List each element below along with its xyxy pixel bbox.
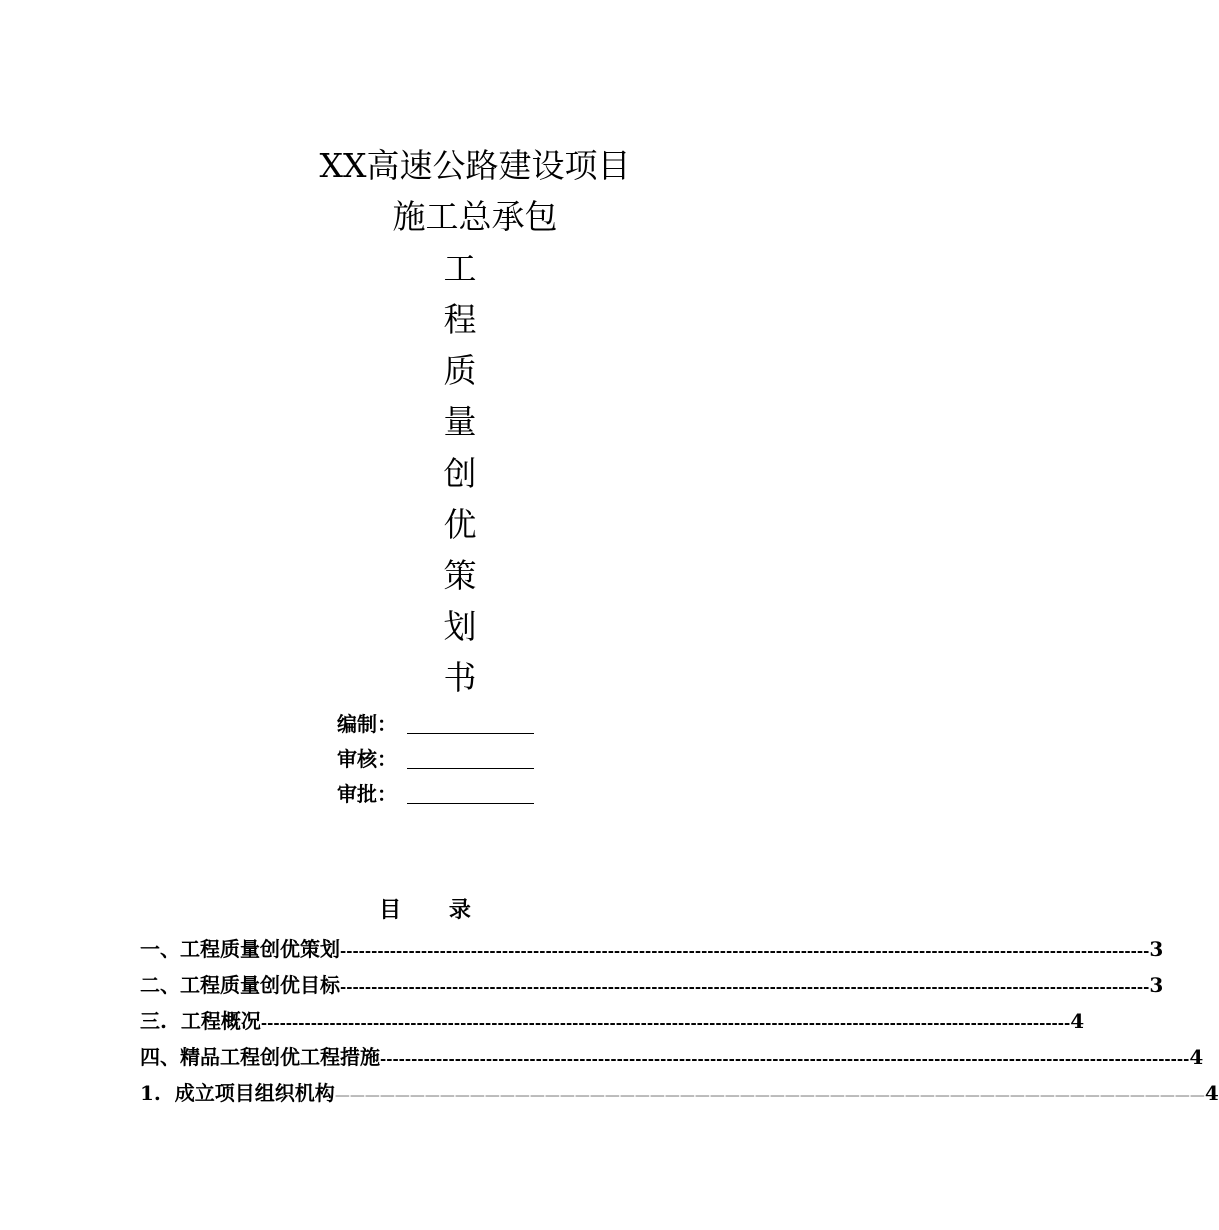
sign-field-reviewer bbox=[337, 746, 397, 772]
toc-entry[interactable] bbox=[140, 1006, 1085, 1034]
toc-entry-label: 一、工程质量创优策划 bbox=[140, 937, 340, 961]
toc-leader-dashes: ---------------------------------------------------------------------------------------------------------------------------------- bbox=[340, 978, 1150, 996]
vertical-title-char: 创 bbox=[443, 454, 477, 493]
vertical-title-char: 策 bbox=[443, 556, 477, 595]
toc-heading: 目 录 bbox=[379, 897, 491, 923]
cover-title-line1: XX高速公路建设项目 bbox=[319, 146, 631, 185]
vertical-title-char: 书 bbox=[443, 658, 477, 697]
toc-entry-label: 1. 成立项目组织机构 bbox=[140, 1081, 335, 1105]
toc-entry[interactable] bbox=[140, 1042, 1204, 1070]
toc-entry[interactable] bbox=[140, 970, 1164, 998]
toc-entry-page: 4 bbox=[1189, 1045, 1204, 1069]
sign-field-label: 审核： bbox=[337, 747, 397, 771]
vertical-title-char: 程 bbox=[443, 300, 477, 339]
toc-leader-dashes: ---------------------------------------------------------------------------------------------------------------------------------- bbox=[260, 1014, 1071, 1032]
toc-entry-page: 3 bbox=[1149, 973, 1164, 997]
toc-entry-label: 三. 工程概况 bbox=[140, 1009, 261, 1033]
signature-blank-line bbox=[407, 733, 534, 734]
toc-entry-page: 4 bbox=[1070, 1009, 1085, 1033]
vertical-title-char: 量 bbox=[443, 402, 477, 441]
vertical-title-char: 划 bbox=[443, 607, 477, 646]
sign-field-label: 编制： bbox=[337, 712, 397, 736]
toc-leader-dashes: ---------------------------------------------------------------------------------------------------------------------------------- bbox=[380, 1050, 1190, 1068]
vertical-title-char: 工 bbox=[443, 249, 477, 288]
toc-entry-page: 3 bbox=[1149, 937, 1164, 961]
toc-leader-dashes: —————————————————————————————————————————————————————————— bbox=[334, 1086, 1205, 1104]
signature-blank-line bbox=[407, 803, 534, 804]
vertical-title-char: 质 bbox=[443, 351, 477, 390]
cover-title-line2: 施工总承包 bbox=[392, 197, 558, 236]
sign-field-approver bbox=[337, 781, 397, 807]
toc-leader-dashes: ---------------------------------------------------------------------------------------------------------------------------------- bbox=[340, 942, 1150, 960]
signature-blank-line bbox=[407, 768, 534, 769]
vertical-title-char: 优 bbox=[443, 505, 477, 544]
toc-entry-label: 四、精品工程创优工程措施 bbox=[140, 1045, 380, 1069]
toc-entry-page: 4 bbox=[1204, 1081, 1219, 1105]
toc-entry[interactable] bbox=[140, 1078, 1219, 1106]
toc-entry-label: 二、工程质量创优目标 bbox=[140, 973, 340, 997]
toc-entry[interactable] bbox=[140, 934, 1164, 962]
sign-field-label: 审批： bbox=[337, 782, 397, 806]
sign-field-editor bbox=[337, 711, 397, 737]
